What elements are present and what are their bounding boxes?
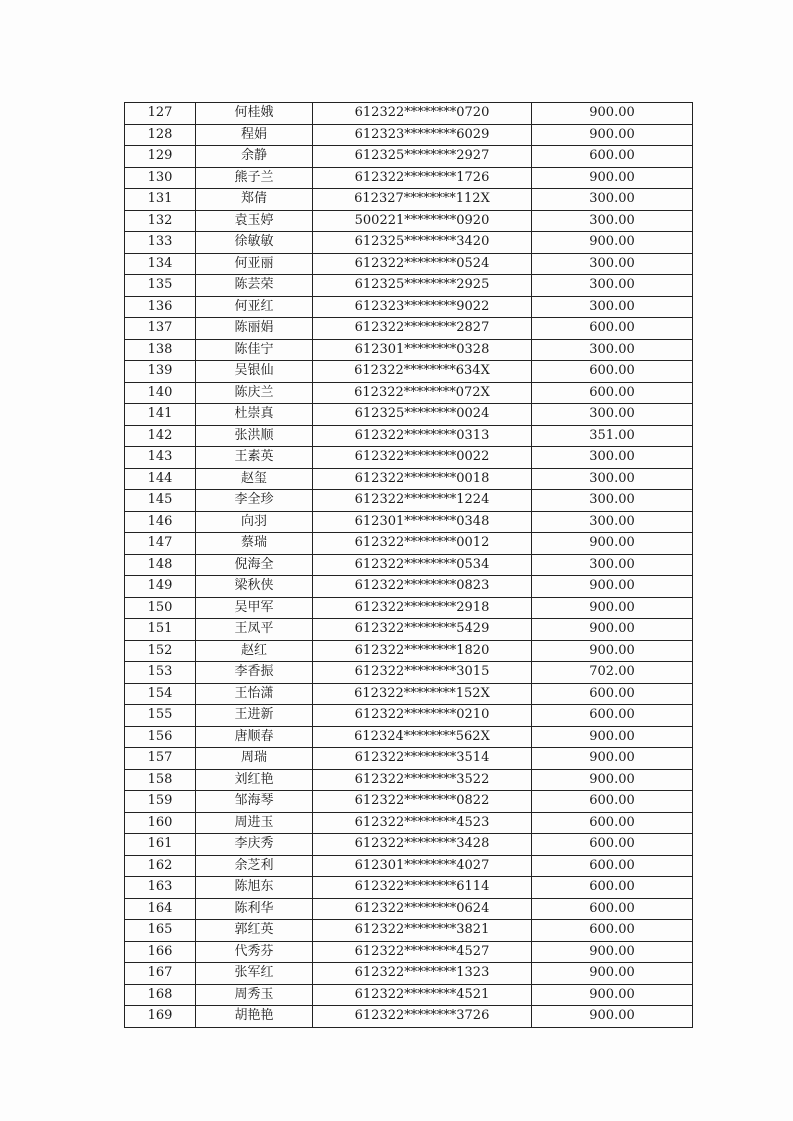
table-row (125, 124, 693, 146)
row-number-cell: 149 (125, 576, 196, 598)
roster-table (124, 102, 693, 1028)
row-number-cell: 138 (125, 339, 196, 361)
row-number-cell: 152 (125, 640, 196, 662)
name-cell: 唐顺春 (196, 726, 313, 748)
amount-cell: 900.00 (532, 103, 693, 125)
id-number-cell: 612322********3821 (313, 920, 532, 942)
id-number-cell: 612322********1820 (313, 640, 532, 662)
name-cell: 张军红 (196, 963, 313, 985)
row-number-cell: 163 (125, 877, 196, 899)
amount-cell: 300.00 (532, 447, 693, 469)
row-number-cell: 145 (125, 490, 196, 512)
row-number-cell: 146 (125, 511, 196, 533)
table-row (125, 898, 693, 920)
name-cell: 向羽 (196, 511, 313, 533)
row-number-cell: 164 (125, 898, 196, 920)
table-row (125, 791, 693, 813)
amount-cell: 900.00 (532, 640, 693, 662)
name-cell: 倪海全 (196, 554, 313, 576)
amount-cell: 600.00 (532, 705, 693, 727)
amount-cell: 600.00 (532, 898, 693, 920)
table-row (125, 232, 693, 254)
table-row (125, 855, 693, 877)
amount-cell: 600.00 (532, 361, 693, 383)
name-cell: 余芝利 (196, 855, 313, 877)
amount-cell: 600.00 (532, 877, 693, 899)
row-number-cell: 165 (125, 920, 196, 942)
name-cell: 梁秋侠 (196, 576, 313, 598)
table-row (125, 619, 693, 641)
row-number-cell: 159 (125, 791, 196, 813)
row-number-cell: 151 (125, 619, 196, 641)
name-cell: 陈庆兰 (196, 382, 313, 404)
table-row (125, 554, 693, 576)
table-row (125, 425, 693, 447)
amount-cell: 351.00 (532, 425, 693, 447)
name-cell: 郑倩 (196, 189, 313, 211)
row-number-cell: 156 (125, 726, 196, 748)
id-number-cell: 612322********5429 (313, 619, 532, 641)
row-number-cell: 160 (125, 812, 196, 834)
name-cell: 徐敏敏 (196, 232, 313, 254)
name-cell: 王进新 (196, 705, 313, 727)
row-number-cell: 139 (125, 361, 196, 383)
name-cell: 李庆秀 (196, 834, 313, 856)
row-number-cell: 147 (125, 533, 196, 555)
id-number-cell: 612322********0022 (313, 447, 532, 469)
id-number-cell: 612322********4527 (313, 941, 532, 963)
id-number-cell: 612322********0823 (313, 576, 532, 598)
amount-cell: 900.00 (532, 232, 693, 254)
id-number-cell: 612322********3522 (313, 769, 532, 791)
name-cell: 刘红艳 (196, 769, 313, 791)
amount-cell: 600.00 (532, 683, 693, 705)
id-number-cell: 612325********3420 (313, 232, 532, 254)
id-number-cell: 612322********3514 (313, 748, 532, 770)
name-cell: 代秀芬 (196, 941, 313, 963)
table-row (125, 941, 693, 963)
id-number-cell: 612322********0720 (313, 103, 532, 125)
name-cell: 熊子兰 (196, 167, 313, 189)
id-number-cell: 612322********0822 (313, 791, 532, 813)
id-number-cell: 612322********0012 (313, 533, 532, 555)
amount-cell: 300.00 (532, 468, 693, 490)
table-row (125, 533, 693, 555)
name-cell: 王怡潇 (196, 683, 313, 705)
row-number-cell: 150 (125, 597, 196, 619)
name-cell: 周进玉 (196, 812, 313, 834)
amount-cell: 300.00 (532, 210, 693, 232)
amount-cell: 300.00 (532, 296, 693, 318)
name-cell: 王凤平 (196, 619, 313, 641)
id-number-cell: 612325********2927 (313, 146, 532, 168)
id-number-cell: 612322********634X (313, 361, 532, 383)
name-cell: 周瑞 (196, 748, 313, 770)
id-number-cell: 612322********152X (313, 683, 532, 705)
amount-cell: 600.00 (532, 318, 693, 340)
id-number-cell: 612322********1224 (313, 490, 532, 512)
row-number-cell: 130 (125, 167, 196, 189)
id-number-cell: 612322********1323 (313, 963, 532, 985)
table-row (125, 726, 693, 748)
row-number-cell: 132 (125, 210, 196, 232)
row-number-cell: 167 (125, 963, 196, 985)
row-number-cell: 135 (125, 275, 196, 297)
row-number-cell: 129 (125, 146, 196, 168)
amount-cell: 600.00 (532, 146, 693, 168)
name-cell: 张洪顺 (196, 425, 313, 447)
id-number-cell: 612322********3015 (313, 662, 532, 684)
row-number-cell: 154 (125, 683, 196, 705)
table-row (125, 984, 693, 1006)
amount-cell: 900.00 (532, 533, 693, 555)
id-number-cell: 500221********0920 (313, 210, 532, 232)
amount-cell: 900.00 (532, 769, 693, 791)
row-number-cell: 133 (125, 232, 196, 254)
id-number-cell: 612322********0534 (313, 554, 532, 576)
amount-cell: 600.00 (532, 791, 693, 813)
id-number-cell: 612322********4523 (313, 812, 532, 834)
row-number-cell: 155 (125, 705, 196, 727)
row-number-cell: 144 (125, 468, 196, 490)
name-cell: 李香振 (196, 662, 313, 684)
name-cell: 吴银仙 (196, 361, 313, 383)
id-number-cell: 612301********0328 (313, 339, 532, 361)
table-row (125, 210, 693, 232)
table-row (125, 640, 693, 662)
table-row (125, 812, 693, 834)
table-row (125, 748, 693, 770)
row-number-cell: 142 (125, 425, 196, 447)
row-number-cell: 128 (125, 124, 196, 146)
table-row (125, 877, 693, 899)
table-row (125, 103, 693, 125)
amount-cell: 900.00 (532, 167, 693, 189)
row-number-cell: 166 (125, 941, 196, 963)
id-number-cell: 612322********0624 (313, 898, 532, 920)
amount-cell: 900.00 (532, 1006, 693, 1028)
table-row (125, 339, 693, 361)
row-number-cell: 137 (125, 318, 196, 340)
name-cell: 陈丽娟 (196, 318, 313, 340)
id-number-cell: 612301********0348 (313, 511, 532, 533)
id-number-cell: 612301********4027 (313, 855, 532, 877)
amount-cell: 900.00 (532, 963, 693, 985)
row-number-cell: 169 (125, 1006, 196, 1028)
table-row (125, 253, 693, 275)
name-cell: 邹海琴 (196, 791, 313, 813)
row-number-cell: 161 (125, 834, 196, 856)
table-row (125, 920, 693, 942)
table-row (125, 318, 693, 340)
amount-cell: 300.00 (532, 339, 693, 361)
amount-cell: 300.00 (532, 189, 693, 211)
row-number-cell: 134 (125, 253, 196, 275)
id-number-cell: 612322********0210 (313, 705, 532, 727)
name-cell: 李全珍 (196, 490, 313, 512)
id-number-cell: 612322********2918 (313, 597, 532, 619)
table-row (125, 404, 693, 426)
table-row (125, 576, 693, 598)
row-number-cell: 143 (125, 447, 196, 469)
name-cell: 何桂娥 (196, 103, 313, 125)
amount-cell: 600.00 (532, 855, 693, 877)
amount-cell: 900.00 (532, 124, 693, 146)
amount-cell: 600.00 (532, 920, 693, 942)
name-cell: 何亚红 (196, 296, 313, 318)
row-number-cell: 148 (125, 554, 196, 576)
name-cell: 程娟 (196, 124, 313, 146)
table-row (125, 275, 693, 297)
amount-cell: 300.00 (532, 554, 693, 576)
row-number-cell: 158 (125, 769, 196, 791)
row-number-cell: 162 (125, 855, 196, 877)
table-row (125, 705, 693, 727)
amount-cell: 702.00 (532, 662, 693, 684)
row-number-cell: 127 (125, 103, 196, 125)
id-number-cell: 612322********3726 (313, 1006, 532, 1028)
name-cell: 袁玉婷 (196, 210, 313, 232)
amount-cell: 300.00 (532, 404, 693, 426)
row-number-cell: 153 (125, 662, 196, 684)
name-cell: 陈佳宁 (196, 339, 313, 361)
id-number-cell: 612322********072X (313, 382, 532, 404)
table-row (125, 511, 693, 533)
id-number-cell: 612322********0018 (313, 468, 532, 490)
roster-table-body (125, 103, 693, 1028)
amount-cell: 600.00 (532, 834, 693, 856)
table-row (125, 1006, 693, 1028)
name-cell: 王素英 (196, 447, 313, 469)
id-number-cell: 612322********1726 (313, 167, 532, 189)
id-number-cell: 612325********2925 (313, 275, 532, 297)
row-number-cell: 168 (125, 984, 196, 1006)
table-row (125, 683, 693, 705)
table-row (125, 447, 693, 469)
row-number-cell: 157 (125, 748, 196, 770)
name-cell: 胡艳艳 (196, 1006, 313, 1028)
name-cell: 蔡瑞 (196, 533, 313, 555)
id-number-cell: 612322********0524 (313, 253, 532, 275)
name-cell: 杜崇真 (196, 404, 313, 426)
table-row (125, 490, 693, 512)
amount-cell: 900.00 (532, 984, 693, 1006)
table-row (125, 662, 693, 684)
id-number-cell: 612325********0024 (313, 404, 532, 426)
amount-cell: 600.00 (532, 812, 693, 834)
row-number-cell: 140 (125, 382, 196, 404)
amount-cell: 300.00 (532, 490, 693, 512)
amount-cell: 300.00 (532, 275, 693, 297)
id-number-cell: 612322********2827 (313, 318, 532, 340)
name-cell: 陈芸荣 (196, 275, 313, 297)
row-number-cell: 136 (125, 296, 196, 318)
id-number-cell: 612324********562X (313, 726, 532, 748)
table-row (125, 167, 693, 189)
amount-cell: 900.00 (532, 576, 693, 598)
amount-cell: 900.00 (532, 619, 693, 641)
table-row (125, 834, 693, 856)
amount-cell: 300.00 (532, 253, 693, 275)
name-cell: 郭红英 (196, 920, 313, 942)
name-cell: 赵红 (196, 640, 313, 662)
name-cell: 周秀玉 (196, 984, 313, 1006)
id-number-cell: 612322********4521 (313, 984, 532, 1006)
id-number-cell: 612323********9022 (313, 296, 532, 318)
table-row (125, 296, 693, 318)
name-cell: 吴甲军 (196, 597, 313, 619)
amount-cell: 900.00 (532, 726, 693, 748)
id-number-cell: 612322********6114 (313, 877, 532, 899)
table-row (125, 146, 693, 168)
table-row (125, 468, 693, 490)
row-number-cell: 131 (125, 189, 196, 211)
id-number-cell: 612327********112X (313, 189, 532, 211)
name-cell: 陈利华 (196, 898, 313, 920)
table-row (125, 382, 693, 404)
table-row (125, 963, 693, 985)
amount-cell: 600.00 (532, 382, 693, 404)
name-cell: 余静 (196, 146, 313, 168)
amount-cell: 300.00 (532, 511, 693, 533)
id-number-cell: 612323********6029 (313, 124, 532, 146)
table-row (125, 361, 693, 383)
amount-cell: 900.00 (532, 597, 693, 619)
id-number-cell: 612322********0313 (313, 425, 532, 447)
table-row (125, 189, 693, 211)
table-row (125, 769, 693, 791)
table-row (125, 597, 693, 619)
id-number-cell: 612322********3428 (313, 834, 532, 856)
amount-cell: 900.00 (532, 941, 693, 963)
row-number-cell: 141 (125, 404, 196, 426)
amount-cell: 900.00 (532, 748, 693, 770)
name-cell: 陈旭东 (196, 877, 313, 899)
name-cell: 赵玺 (196, 468, 313, 490)
name-cell: 何亚丽 (196, 253, 313, 275)
